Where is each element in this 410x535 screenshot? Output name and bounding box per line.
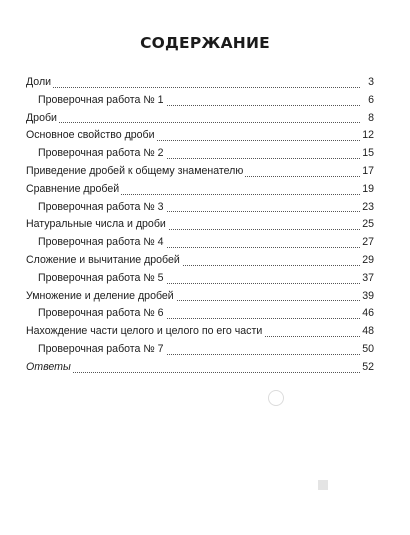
dot-leader bbox=[26, 372, 360, 373]
entry-page-number: 50 bbox=[360, 341, 374, 359]
contents-entry bbox=[26, 359, 374, 377]
contents-entry bbox=[26, 252, 374, 270]
entry-page-number: 15 bbox=[360, 145, 374, 163]
entry-page-number: 17 bbox=[360, 163, 374, 181]
contents-entry bbox=[26, 323, 374, 341]
entry-page-number: 8 bbox=[366, 110, 374, 128]
entry-page-number: 27 bbox=[360, 234, 374, 252]
bleed-through-square bbox=[318, 480, 328, 490]
contents-subentry bbox=[26, 305, 374, 323]
contents-entry bbox=[26, 110, 374, 128]
entry-page-number: 29 bbox=[360, 252, 374, 270]
contents-subentry bbox=[26, 145, 374, 163]
contents-entry bbox=[26, 181, 374, 199]
entry-title: Проверочная работа № 2 bbox=[26, 145, 166, 163]
entry-title: Натуральные числа и дроби bbox=[26, 216, 168, 234]
dot-leader bbox=[26, 87, 360, 88]
entry-page-number: 12 bbox=[360, 127, 374, 145]
contents-subentry bbox=[26, 199, 374, 217]
entry-page-number: 3 bbox=[366, 74, 374, 92]
entry-title: Проверочная работа № 3 bbox=[26, 199, 166, 217]
contents-heading: СОДЕРЖАНИЕ bbox=[140, 34, 270, 52]
contents-subentry bbox=[26, 92, 374, 110]
contents-list bbox=[26, 74, 374, 377]
entry-page-number: 6 bbox=[366, 92, 374, 110]
entry-title: Нахождение части целого и целого по его части bbox=[26, 323, 264, 341]
entry-title: Сравнение дробей bbox=[26, 181, 121, 199]
entry-title: Проверочная работа № 1 bbox=[26, 92, 166, 110]
entry-page-number: 23 bbox=[360, 199, 374, 217]
contents-subentry bbox=[26, 270, 374, 288]
dot-leader bbox=[26, 122, 360, 123]
entry-title: Проверочная работа № 7 bbox=[26, 341, 166, 359]
contents-entry bbox=[26, 163, 374, 181]
entry-page-number: 39 bbox=[360, 288, 374, 306]
entry-title: Основное свойство дроби bbox=[26, 127, 157, 145]
entry-title: Умножение и деление дробей bbox=[26, 288, 176, 306]
entry-title: Доли bbox=[26, 74, 53, 92]
entry-page-number: 37 bbox=[360, 270, 374, 288]
entry-title: Проверочная работа № 4 bbox=[26, 234, 166, 252]
contents-entry bbox=[26, 216, 374, 234]
contents-entry bbox=[26, 127, 374, 145]
entry-page-number: 52 bbox=[360, 359, 374, 377]
entry-page-number: 48 bbox=[360, 323, 374, 341]
entry-title: Сложение и вычитание дробей bbox=[26, 252, 182, 270]
entry-title: Проверочная работа № 6 bbox=[26, 305, 166, 323]
contents-subentry bbox=[26, 234, 374, 252]
entry-page-number: 25 bbox=[360, 216, 374, 234]
entry-title: Приведение дробей к общему знаменателю bbox=[26, 163, 245, 181]
bleed-through-circle bbox=[268, 390, 284, 406]
entry-title: Дроби bbox=[26, 110, 59, 128]
entry-page-number: 46 bbox=[360, 305, 374, 323]
entry-title: Ответы bbox=[26, 359, 73, 377]
entry-title: Проверочная работа № 5 bbox=[26, 270, 166, 288]
contents-entry bbox=[26, 74, 374, 92]
contents-entry bbox=[26, 288, 374, 306]
contents-subentry bbox=[26, 341, 374, 359]
entry-page-number: 19 bbox=[360, 181, 374, 199]
